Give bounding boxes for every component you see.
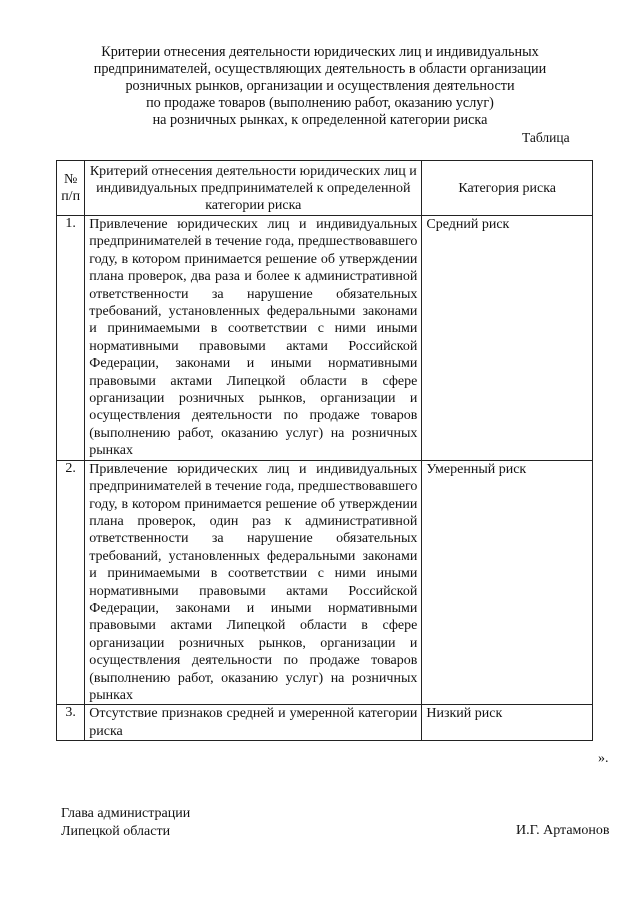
table-header-row [57, 161, 593, 216]
table-row [57, 216, 593, 461]
row-criterion: Отсутствие признаков средней и умеренной категории риска [85, 705, 422, 741]
title-line: предпринимателей, осуществляющих деятельность в области организации [93, 61, 547, 77]
row-num: 1. [57, 216, 85, 461]
header-category: Категория риска [422, 161, 593, 216]
header-num: № п/п [57, 161, 85, 216]
document-title [60, 44, 580, 129]
risk-criteria-table [56, 160, 593, 741]
closing-quote-mark: ». [598, 751, 609, 766]
row-criterion: Привлечение юридических лиц и индивидуальных предпринимателей в течение года, предшествовавшего году, в котором принимается решение об утверждении плана проверок, два раза и более к административной ответственности за нарушение обязательных требований, установленных федеральными законами и принимаемыми в соответствии с ними иными нормативными правовыми актами Российской Федерации, законами и иными нормативными правовыми актами Липецкой области в сфере организации розничных рынков, организации и осуществления деятельности по продаже товаров (выполнению работ, оказанию услуг) на розничных рынках [85, 216, 422, 461]
title-line: на розничных рынках, к определенной категории риска [152, 112, 488, 128]
row-num: 2. [57, 460, 85, 705]
row-category: Низкий риск [422, 705, 593, 741]
title-line: по продаже товаров (выполнению работ, оказанию услуг) [146, 95, 494, 111]
position-line: Глава администрации [61, 806, 191, 821]
title-line: розничных рынков, организации и осуществления деятельности [125, 78, 515, 94]
title-line: Критерии отнесения деятельности юридических лиц и индивидуальных [101, 44, 539, 60]
signatory-name: И.Г. Артамонов [516, 823, 610, 838]
row-category: Умеренный риск [422, 460, 593, 705]
signatory-position [61, 805, 190, 840]
table-row [57, 460, 593, 705]
row-category: Средний риск [422, 216, 593, 461]
row-criterion: Привлечение юридических лиц и индивидуальных предпринимателей в течение года, предшествовавшего году, в котором принимается решение об утверждении плана проверок, один раз к административной ответственности за нарушение обязательных требований, установленных федеральными законами и принимаемыми в соответствии с ними иными нормативными правовыми актами Российской Федерации, законами и иными нормативными правовыми актами Липецкой области в сфере организации розничных рынков, организации и осуществления деятельности по продаже товаров (выполнению работ, оказанию услуг) на розничных рынках [85, 460, 422, 705]
header-criterion: Критерий отнесения деятельности юридических лиц и индивидуальных предпринимателей к определенной категории риска [85, 161, 422, 216]
position-line: Липецкой области [61, 823, 171, 839]
table-label: Таблица [522, 130, 570, 145]
row-num: 3. [57, 705, 85, 741]
table-row [57, 705, 593, 741]
